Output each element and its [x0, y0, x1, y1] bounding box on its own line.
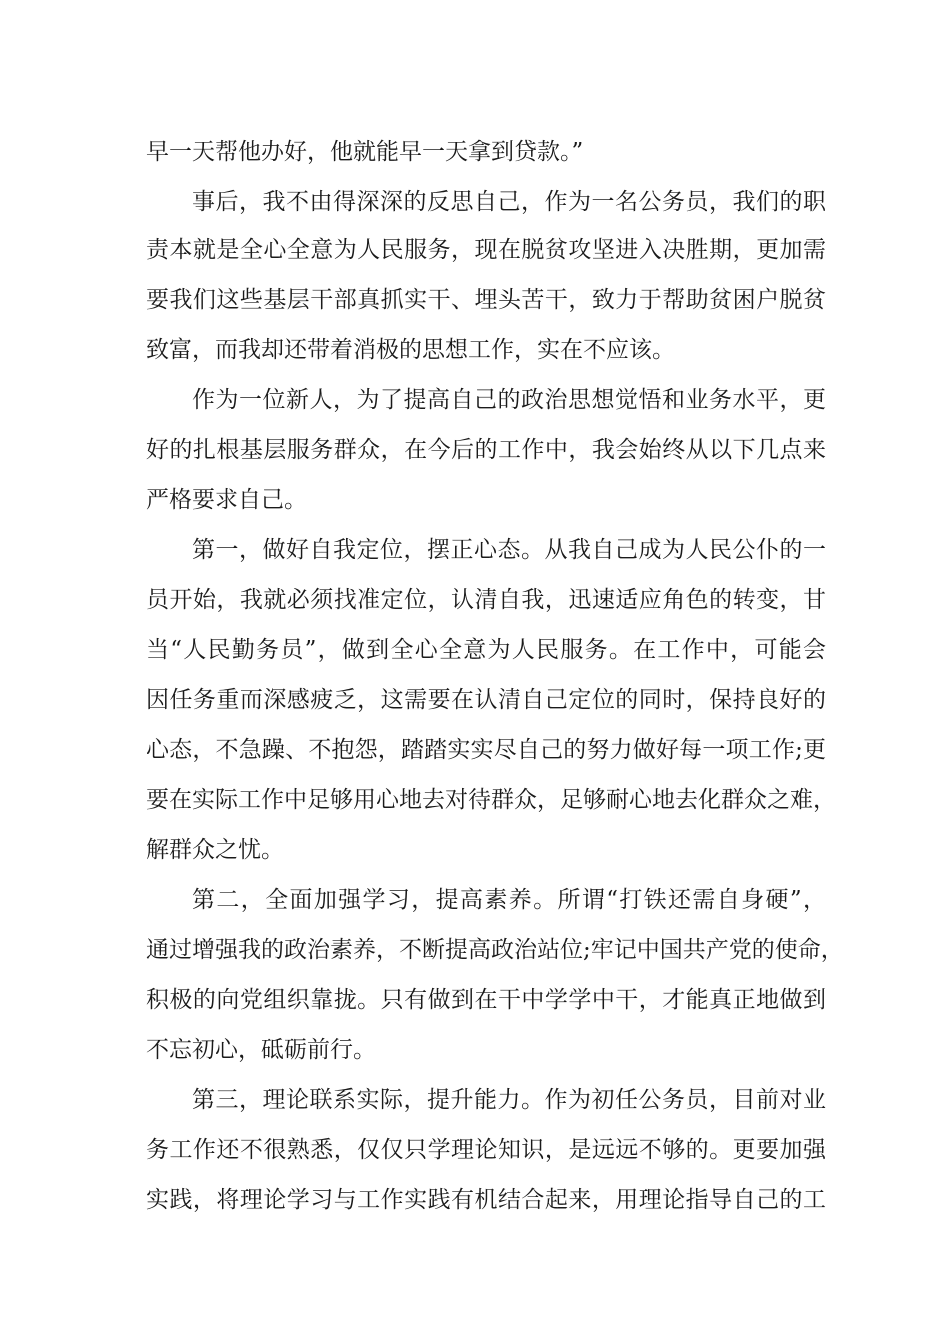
- text-line-1: 早一天帮他办好，他就能早一天拿到贷款。”: [146, 139, 584, 165]
- text-line-21: 务工作还不很熟悉，仅仅只学理论知识，是远远不够的。更要加强: [146, 1137, 826, 1163]
- text-line-18: 积极的向党组织靠拢。只有做到在干中学学中干，才能真正地做到: [146, 987, 826, 1013]
- text-line-15: 解群众之忧。: [146, 837, 284, 863]
- text-line-8: 严格要求自己。: [146, 487, 307, 513]
- text-line-17: 通过增强我的政治素养，不断提高政治站位;牢记中国共产党的使命，: [146, 937, 844, 963]
- text-line-22: 实践，将理论学习与工作实践有机结合起来，用理论指导自己的工: [146, 1187, 826, 1213]
- text-line-19: 不忘初心，砥砺前行。: [146, 1037, 376, 1063]
- text-line-12: 因任务重而深感疲乏，这需要在认清自己定位的同时，保持良好的: [146, 687, 826, 713]
- text-line-5: 致富，而我却还带着消极的思想工作，实在不应该。: [146, 337, 675, 363]
- text-line-3: 责本就是全心全意为人民服务，现在脱贫攻坚进入决胜期，更加需: [146, 237, 826, 263]
- text-line-20: 第三，理论联系实际，提升能力。作为初任公务员，目前对业: [192, 1087, 826, 1113]
- text-line-13: 心态，不急躁、不抱怨，踏踏实实尽自己的努力做好每一项工作;更: [146, 737, 826, 763]
- text-line-7: 好的扎根基层服务群众，在今后的工作中，我会始终从以下几点来: [146, 437, 826, 463]
- text-line-11: 当“人民勤务员”，做到全心全意为人民服务。在工作中，可能会: [146, 637, 826, 663]
- text-line-14: 要在实际工作中足够用心地去对待群众，足够耐心地去化群众之难，: [146, 787, 836, 813]
- text-line-2: 事后，我不由得深深的反思自己，作为一名公务员，我们的职: [192, 189, 826, 215]
- text-line-9: 第一，做好自我定位，摆正心态。从我自己成为人民公仆的一: [192, 537, 826, 563]
- text-line-10: 员开始，我就必须找准定位，认清自我，迅速适应角色的转变，甘: [146, 587, 826, 613]
- text-line-4: 要我们这些基层干部真抓实干、埋头苦干，致力于帮助贫困户脱贫: [146, 287, 826, 313]
- text-line-16: 第二，全面加强学习，提高素养。所谓“打铁还需自身硬”，: [192, 887, 826, 913]
- text-line-6: 作为一位新人，为了提高自己的政治思想觉悟和业务水平，更: [192, 387, 826, 413]
